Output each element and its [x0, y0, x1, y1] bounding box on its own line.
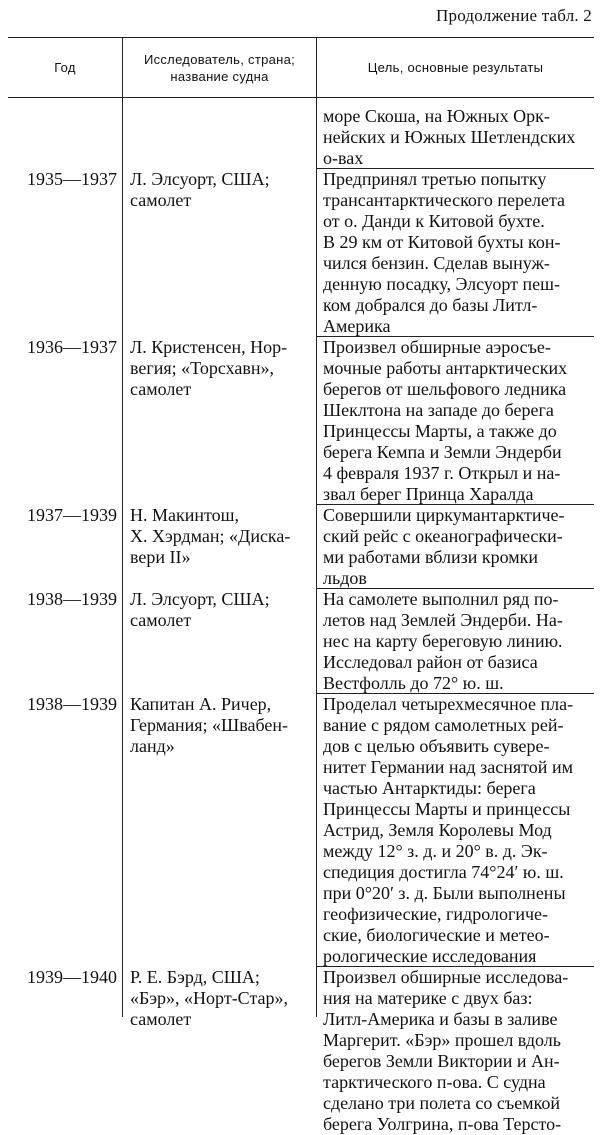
- cell-explorer: Р. Е. Бэрд, США; «Бэр», «Норт-Стар», самолет: [130, 967, 289, 1029]
- table-row: [8, 589, 594, 694]
- table-row: [8, 106, 594, 169]
- header-explorer: [123, 38, 316, 97]
- table-row: [8, 169, 594, 337]
- cell-year: 1936—1937: [27, 337, 117, 357]
- cell-goal: Произвел обширные аэросъе- мочные работы антарктических берегов от шельфового ледника Шеклтона на западе до берега Принцессы Марты, а также до берега Кемпа и Земли Эндерби 4 февраля 1937 г. Открыл и на- звал берег Принца Харалда: [323, 337, 568, 504]
- cell-year: 1937—1939: [27, 505, 117, 525]
- cell-goal: Совершили циркумантарктиче- ский рейс с океанографически- ми работами вблизи кромки льдов: [323, 505, 565, 588]
- cell-explorer: Л. Элсуорт, США; самолет: [130, 169, 270, 210]
- data-table: [8, 37, 594, 1134]
- cell-year: 1938—1939: [27, 694, 117, 714]
- cell-goal: море Скоша, на Южных Орк- нейских и Южных Шетлендских о-вах: [323, 106, 576, 168]
- cell-explorer: Л. Элсуорт, США; самолет: [130, 589, 270, 630]
- header-explorer-text: Исследователь, страна; название судна: [143, 51, 296, 84]
- cell-year: 1939—1940: [27, 967, 117, 987]
- table-header: [8, 38, 594, 98]
- table-caption: Продолжение табл. 2: [436, 6, 592, 25]
- header-year: Год: [54, 60, 76, 75]
- cell-year: 1935—1937: [27, 169, 117, 189]
- cell-explorer: Капитан А. Ричер, Германия; «Швабен- ланд»: [130, 694, 289, 756]
- cell-goal: На самолете выполнил ряд по- летов над Землей Эндерби. На- нес на карту береговую линию. Исследовал район от базиса Вестфолль до 72° ю. ш.: [323, 589, 563, 693]
- cell-goal: Проделал четырехмесячное пла- вание с рядом самолетных рей- дов с целью объявить сувере- нитет Германии над заснятой им частью Антарктиды: берега Принцессы Марты и принцессы Астрид, Земля Королевы Мод между 12° з. д. и 20° в. д. Эк- спедиция достигла 74°24′ ю. ш. при 0°20′ з. д. Были выполнены геофизические, гидрологиче- ские, биологические и метео- рологические исследования: [323, 694, 574, 966]
- cell-explorer: Н. Макинтош, Х. Хэрдман; «Диска- вери II»: [130, 505, 291, 567]
- header-goal: Цель, основные результаты: [367, 60, 544, 75]
- table-body: [8, 106, 594, 1135]
- table-row: [8, 337, 594, 505]
- cell-goal: Произвел обширные исследова- ния на материке с двух баз: Литл-Америка и базы в заливе Маргерит. «Бэр» прошел вдоль берегов Земли Виктории и Ан- тарктического п-ова. С судна сделано три полета со съемкой берега Уолгрина, п-ова Терсто-: [323, 967, 569, 1134]
- table-row: [8, 694, 594, 967]
- cell-explorer: Л. Кристенсен, Нор- вегия; «Торсхавн», самолет: [130, 337, 288, 399]
- table-row: [8, 505, 594, 589]
- cell-goal: Предпринял третью попытку трансантарктического перелета от о. Данди к Китовой бухте. В 29 км от Китовой бухты кон- чился бензин. Сделав вынуж- денную посадку, Элсуорт пеш- ком добрался до базы Литл- Америка: [323, 169, 566, 336]
- cell-year: [8, 106, 122, 169]
- cell-explorer: [130, 106, 311, 169]
- table-row: [8, 967, 594, 1135]
- cell-year: 1938—1939: [27, 589, 117, 609]
